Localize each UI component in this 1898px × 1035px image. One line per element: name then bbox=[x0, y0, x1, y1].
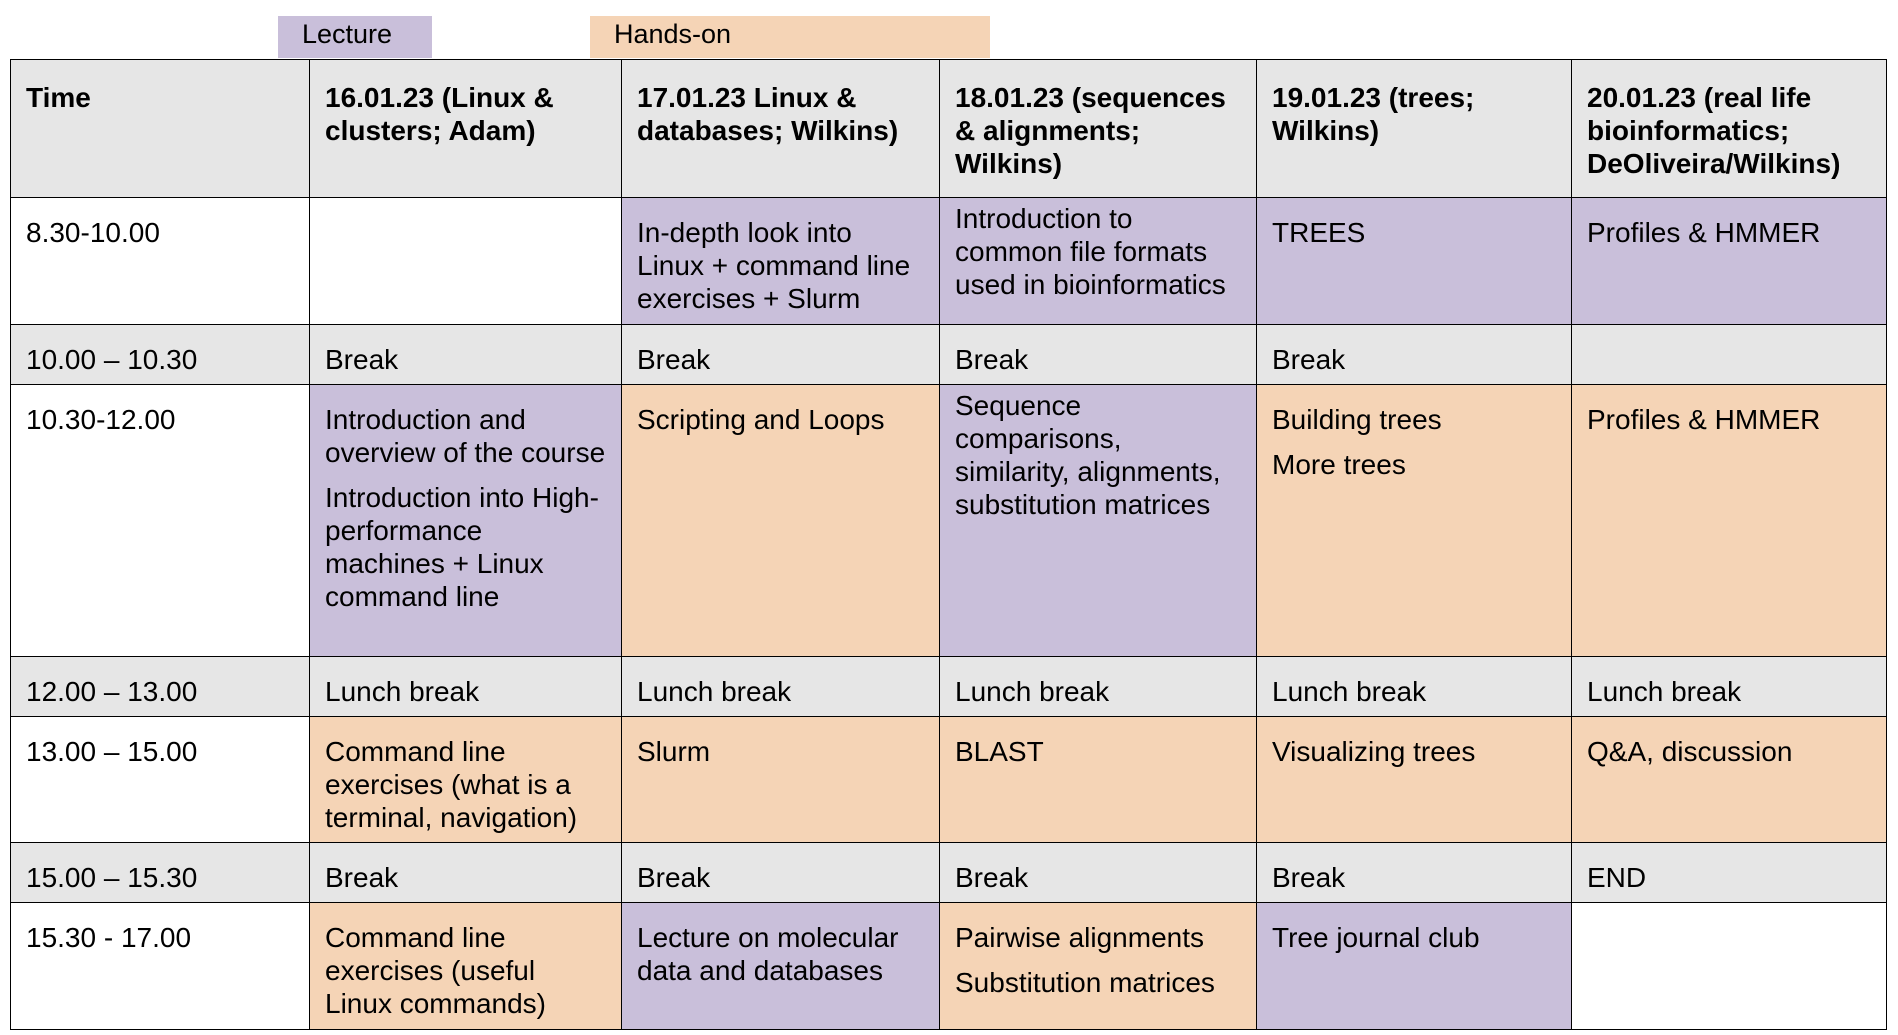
schedule-cell bbox=[310, 717, 622, 843]
session-text: Break bbox=[637, 344, 711, 375]
session-text: Introduction to common file formats used in bioinformatics bbox=[955, 203, 1226, 300]
time-slot: 15.00 – 15.30 bbox=[11, 843, 310, 903]
session-text: Break bbox=[1272, 862, 1346, 893]
session-text: In-depth look into Linux + command line exercises + Slurm bbox=[637, 217, 911, 314]
schedule-cell bbox=[310, 903, 622, 1030]
session-text: Sequence comparisons, similarity, alignments, substitution matrices bbox=[955, 390, 1221, 520]
course-schedule-table bbox=[10, 59, 1887, 1030]
schedule-cell bbox=[940, 717, 1257, 843]
session-text: Introduction into High-performance machines + Linux command line bbox=[325, 482, 599, 612]
schedule-row bbox=[11, 385, 1887, 657]
schedule-cell bbox=[940, 325, 1257, 385]
session-text: BLAST bbox=[955, 736, 1044, 767]
session-text: Break bbox=[955, 344, 1029, 375]
schedule-cell bbox=[1572, 843, 1887, 903]
legend-lecture bbox=[278, 16, 432, 58]
session-text: Lunch break bbox=[1587, 676, 1742, 707]
session-text: Lunch break bbox=[955, 676, 1110, 707]
session-text: TREES bbox=[1272, 217, 1366, 248]
session-text: Visualizing trees bbox=[1272, 736, 1476, 767]
time-slot: 10.00 – 10.30 bbox=[11, 325, 310, 385]
session-text: Break bbox=[1272, 344, 1346, 375]
session-text: Tree journal club bbox=[1272, 922, 1480, 953]
time-slot: 10.30-12.00 bbox=[11, 385, 310, 657]
schedule-cell bbox=[1572, 717, 1887, 843]
session-text: Lunch break bbox=[637, 676, 792, 707]
schedule-cell bbox=[310, 843, 622, 903]
session-text: Lunch break bbox=[1272, 676, 1427, 707]
session-text: Q&A, discussion bbox=[1587, 736, 1793, 767]
schedule-cell bbox=[940, 843, 1257, 903]
schedule-cell bbox=[1257, 657, 1572, 717]
schedule-cell bbox=[622, 198, 940, 325]
header-day-2: 17.01.23 Linux & databases; Wilkins) bbox=[622, 60, 940, 198]
session-text: Lecture on molecular data and databases bbox=[637, 922, 899, 986]
schedule-row bbox=[11, 843, 1887, 903]
schedule-cell bbox=[310, 325, 622, 385]
cut-off-footnote bbox=[130, 1026, 550, 1035]
schedule-cell bbox=[940, 903, 1257, 1030]
session-text: Introduction and overview of the course bbox=[325, 404, 606, 468]
legend-hands-on-label: Hands-on bbox=[614, 19, 732, 49]
header-day-5: 20.01.23 (real life bioinformatics; DeOliveira/Wilkins) bbox=[1572, 60, 1887, 198]
session-text: Break bbox=[325, 862, 399, 893]
schedule-cell bbox=[1572, 903, 1887, 1030]
session-text: Scripting and Loops bbox=[637, 404, 885, 435]
schedule-cell bbox=[1572, 385, 1887, 657]
schedule-cell bbox=[940, 385, 1257, 657]
header-row bbox=[11, 60, 1887, 198]
schedule-cell bbox=[622, 325, 940, 385]
time-slot: 13.00 – 15.00 bbox=[11, 717, 310, 843]
schedule-cell bbox=[940, 198, 1257, 325]
schedule-cell bbox=[310, 657, 622, 717]
session-text: Break bbox=[325, 344, 399, 375]
schedule-row bbox=[11, 717, 1887, 843]
session-text: END bbox=[1587, 862, 1647, 893]
schedule-cell bbox=[1572, 657, 1887, 717]
schedule-cell bbox=[622, 843, 940, 903]
session-text: Pairwise alignments bbox=[955, 922, 1204, 953]
session-text: Profiles & HMMER bbox=[1587, 217, 1821, 248]
schedule-cell bbox=[622, 657, 940, 717]
time-slot: 8.30-10.00 bbox=[11, 198, 310, 325]
session-text: Building trees bbox=[1272, 404, 1442, 435]
schedule-cell bbox=[310, 385, 622, 657]
schedule-cell bbox=[1572, 325, 1887, 385]
header-day-4: 19.01.23 (trees; Wilkins) bbox=[1257, 60, 1572, 198]
legend-lecture-label: Lecture bbox=[302, 19, 393, 49]
header-time: Time bbox=[11, 60, 310, 198]
session-text: Substitution matrices bbox=[955, 967, 1215, 998]
schedule-row bbox=[11, 903, 1887, 1030]
schedule-cell bbox=[1257, 198, 1572, 325]
schedule-row bbox=[11, 198, 1887, 325]
session-text: Profiles & HMMER bbox=[1587, 404, 1821, 435]
legend-hands-on bbox=[590, 16, 990, 58]
session-text: More trees bbox=[1272, 449, 1406, 480]
schedule-cell bbox=[1257, 385, 1572, 657]
schedule-cell bbox=[1257, 717, 1572, 843]
session-text: Slurm bbox=[637, 736, 711, 767]
schedule-row bbox=[11, 657, 1887, 717]
schedule-cell bbox=[940, 657, 1257, 717]
schedule-cell bbox=[622, 717, 940, 843]
time-slot: 12.00 – 13.00 bbox=[11, 657, 310, 717]
session-text: Break bbox=[637, 862, 711, 893]
schedule-cell bbox=[1257, 903, 1572, 1030]
header-day-3: 18.01.23 (sequences & alignments; Wilkins) bbox=[940, 60, 1257, 198]
header-day-1: 16.01.23 (Linux & clusters; Adam) bbox=[310, 60, 622, 198]
session-text: Command line exercises (what is a terminal, navigation) bbox=[325, 736, 578, 833]
time-slot: 15.30 - 17.00 bbox=[11, 903, 310, 1030]
session-text: Command line exercises (useful Linux commands) bbox=[325, 922, 546, 1019]
schedule-cell bbox=[310, 198, 622, 325]
session-text: Break bbox=[955, 862, 1029, 893]
schedule-row bbox=[11, 325, 1887, 385]
schedule-cell bbox=[1572, 198, 1887, 325]
schedule-cell bbox=[622, 903, 940, 1030]
schedule-cell bbox=[1257, 843, 1572, 903]
schedule-cell bbox=[1257, 325, 1572, 385]
schedule-cell bbox=[622, 385, 940, 657]
session-text: Lunch break bbox=[325, 676, 480, 707]
